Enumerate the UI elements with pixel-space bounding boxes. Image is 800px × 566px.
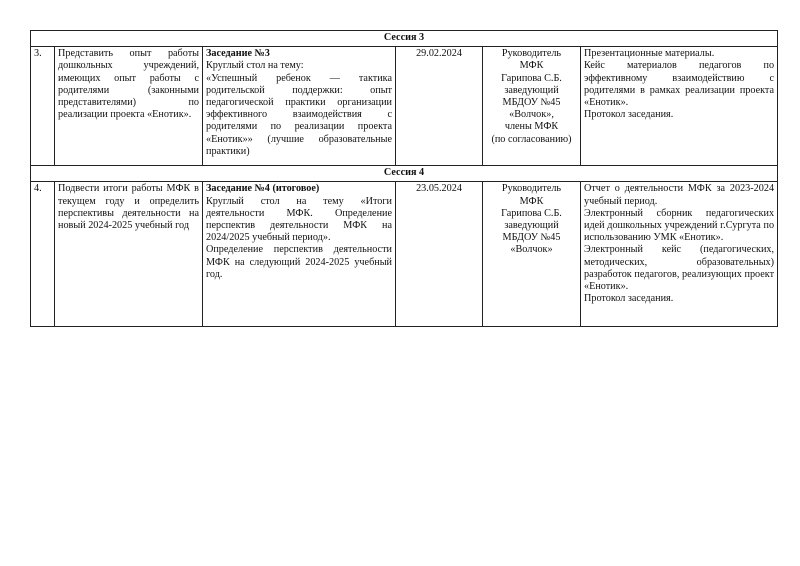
responsible-line: МФК (519, 60, 544, 72)
work-plan-table (30, 30, 778, 327)
row-number: 3. (31, 47, 55, 166)
session-header-row (31, 31, 778, 47)
responsible-line: «Волчок» (510, 244, 553, 256)
result-line: Протокол заседания. (584, 293, 674, 305)
responsible-line: «Волчок», (509, 109, 554, 121)
responsible-line: заведующий (504, 220, 559, 232)
session-title: Сессия 4 (31, 166, 778, 182)
event-line: Круглый стол на тему «Итоги деятельности МФК. Определение перспектив деятельности МФК на 2024/2025 учебный период». (206, 195, 392, 244)
table-row (31, 47, 778, 166)
result-line: Кейс материалов педагогов по эффективному взаимодействию с родителями в рамках реализации проекта «Енотик». (584, 60, 775, 109)
responsible-line: заведующий (504, 84, 559, 96)
date-cell: 23.05.2024 (396, 182, 483, 327)
event-title: Заседание №3 (206, 48, 270, 60)
event-cell (203, 182, 396, 327)
event-line: «Успешный ребенок — тактика родительской поддержки: опыт педагогической практики организации эффективного взаимодействия с родителями по реализации проекта «Енотик»» (лучшие образовательные практики) (206, 72, 392, 157)
goal-cell: Подвести итоги работы МФК в текущем году и определить перспективы деятельности на новый 2024-2025 учебный год (55, 182, 203, 327)
responsible-line: Гарипова С.Б. (501, 207, 562, 219)
event-cell (203, 47, 396, 166)
responsible-line: МБДОУ №45 (502, 232, 561, 244)
responsible-cell (483, 182, 581, 327)
responsible-line: члены МФК (504, 121, 559, 133)
result-line: Отчет о деятельности МФК за 2023-2024 учебный период. (584, 183, 775, 207)
responsible-line: МФК (519, 195, 544, 207)
responsible-line: Руководитель (501, 48, 562, 60)
responsible-line: Гарипова С.Б. (501, 72, 562, 84)
result-line: Электронный сборник педагогических идей дошкольных учреждений г.Сургута по использованию УМК «Енотик». (584, 207, 775, 244)
event-title: Заседание №4 (итоговое) (206, 183, 320, 195)
event-line: Определение перспектив деятельности МФК на следующий 2024-2025 учебный год. (206, 244, 392, 280)
goal-cell: Представить опыт работы дошкольных учреждений, имеющих опыт работы с родителями (законными представителями) по реализации проекта «Енотик». (55, 47, 203, 166)
result-line: Презентационные материалы. (584, 48, 715, 60)
responsible-line: (по согласованию) (491, 133, 572, 145)
results-cell (581, 182, 778, 327)
responsible-cell (483, 47, 581, 166)
session-title: Сессия 3 (31, 31, 778, 47)
session-header-row (31, 166, 778, 182)
responsible-line: МБДОУ №45 (502, 97, 561, 109)
event-line: Круглый стол на тему: (206, 60, 304, 72)
result-line: Электронный кейс (педагогических, методических, образовательных) разработок педагогов, реализующих проект «Енотик». (584, 244, 775, 293)
result-line: Протокол заседания. (584, 109, 674, 121)
table-row (31, 182, 778, 327)
date-cell: 29.02.2024 (396, 47, 483, 166)
responsible-line: Руководитель (501, 183, 562, 195)
row-number: 4. (31, 182, 55, 327)
results-cell (581, 47, 778, 166)
